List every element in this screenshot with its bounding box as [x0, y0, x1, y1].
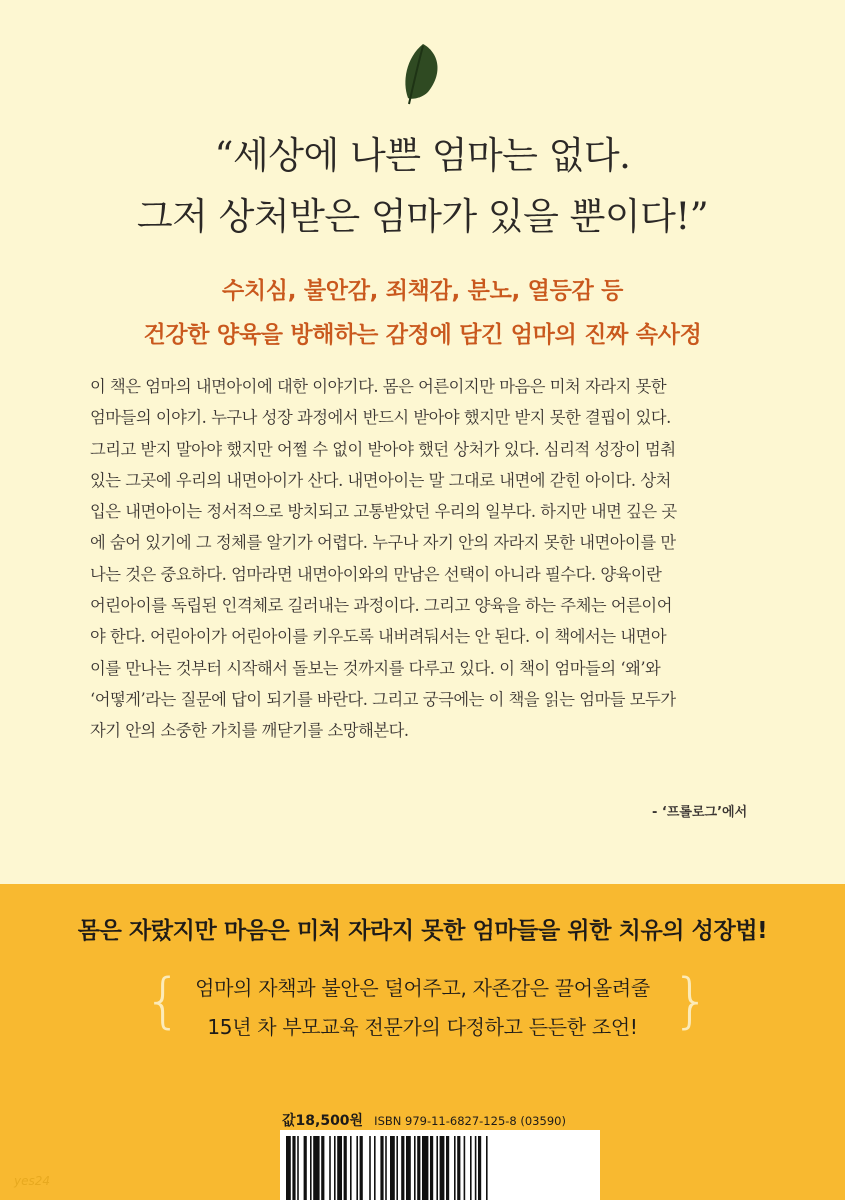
barcode-bar — [436, 1136, 438, 1200]
barcode-bar — [454, 1136, 456, 1200]
barcode-bar — [385, 1136, 387, 1200]
barcode-bar — [304, 1136, 307, 1200]
body-line: 이 책은 엄마의 내면아이에 대한 이야기다. 몸은 어른이지만 마음은 미처 자라지 못한 — [90, 377, 667, 396]
barcode-bar — [360, 1136, 363, 1200]
barcode-bar — [446, 1136, 449, 1200]
subtitle-line-2: 건강한 양육을 방해하는 감정에 담긴 엄마의 진짜 속사정 — [143, 322, 702, 348]
barcode-bar — [396, 1136, 398, 1200]
attribution: - ‘프롤로그’에서 — [652, 805, 748, 820]
watermark: yes24 — [14, 1174, 51, 1188]
body-line: 있는 그곳에 우리의 내면아이가 산다. 내면아이는 말 그대로 내면에 갇힌 아이다. 상처 — [90, 470, 671, 490]
subtitle-line-1: 수치심, 불안감, 죄책감, 분노, 열등감 등 — [221, 278, 624, 304]
barcode-bar — [430, 1136, 433, 1200]
barcode-bar — [470, 1136, 472, 1200]
barcode-bar — [337, 1136, 342, 1200]
barcode-bar — [313, 1136, 319, 1200]
body-line: 야 한다. 어린아이가 어린아이를 키우도록 내버려둬서는 안 된다. 이 책에서는 내면아 — [90, 627, 667, 647]
barcode-bar — [390, 1136, 395, 1200]
barcode-bar — [486, 1136, 488, 1200]
barcode-bar — [350, 1136, 352, 1200]
isbn: ISBN 979-11-6827-125-8 (03590) — [374, 1114, 566, 1128]
right-brace: } — [672, 966, 711, 1036]
quote-line-1: “세상에 나쁜 엄마는 없다. — [214, 134, 631, 177]
barcode-bar — [292, 1136, 295, 1200]
barcode — [286, 1136, 594, 1200]
quote-line-2: 그저 상처받은 엄마가 있을 뿐이다!” — [136, 195, 709, 238]
barcode-bar — [475, 1136, 477, 1200]
barcode-bar — [286, 1136, 291, 1200]
barcode-bar — [310, 1136, 312, 1200]
body-line: ‘어떻게’라는 질문에 답이 되기를 바란다. 그리고 궁극에는 이 책을 읽는 엄마들 모두가 — [90, 689, 676, 709]
body-line: 어린아이를 독립된 인격체로 길러내는 과정이다. 그리고 양육을 하는 주체는 어른이어 — [90, 596, 672, 616]
barcode-bar — [417, 1136, 420, 1200]
tagline-line-1: 엄마의 자책과 불안은 덜어주고, 자존감은 끌어올려줄 — [195, 976, 650, 1000]
barcode-bar — [401, 1136, 404, 1200]
body-line: 나는 것은 중요하다. 엄마라면 내면아이와의 만남은 선택이 아니라 필수다. 양육이란 — [90, 564, 662, 584]
barcode-bar — [464, 1136, 466, 1200]
barcode-bar — [334, 1136, 336, 1200]
barcode-bar — [478, 1136, 481, 1200]
prologue-excerpt — [90, 371, 755, 747]
barcode-bar — [414, 1136, 416, 1200]
leaf-icon — [398, 42, 448, 106]
body-line: 자기 안의 소중한 가치를 깨닫기를 소망해본다. — [90, 721, 409, 741]
barcode-panel — [280, 1130, 600, 1200]
body-line: 이를 만나는 것부터 시작해서 돌보는 것까지를 다루고 있다. 이 책이 엄마들의 ‘왜’와 — [90, 658, 661, 678]
tagline-main: 몸은 자랐지만 마음은 미처 자라지 못한 엄마들을 위한 치유의 성장법! — [77, 918, 768, 944]
price: 값18,500원 — [282, 1113, 364, 1129]
barcode-bar — [329, 1136, 331, 1200]
barcode-bar — [440, 1136, 445, 1200]
body-line: 엄마들의 이야기. 누구나 성장 과정에서 반드시 받아야 했지만 받지 못한 결핍이 있다. — [90, 408, 671, 428]
barcode-bar — [457, 1136, 460, 1200]
barcode-bar — [380, 1136, 383, 1200]
tagline-line-2: 15년 차 부모교육 전문가의 다정하고 든든한 조언! — [207, 1015, 638, 1039]
barcode-bar — [321, 1136, 324, 1200]
left-brace: { — [144, 966, 183, 1036]
barcode-bar — [374, 1136, 376, 1200]
body-line: 입은 내면아이는 정서적으로 방치되고 고통받았던 우리의 일부다. 하지만 내면 깊은 곳 — [90, 502, 677, 522]
body-line: 에 숨어 있기에 그 정체를 알기가 어렵다. 누구나 자기 안의 자라지 못한 내면아이를 만 — [90, 533, 676, 553]
barcode-bar — [297, 1136, 299, 1200]
barcode-bar — [369, 1136, 371, 1200]
price-row — [282, 1110, 566, 1130]
barcode-bar — [356, 1136, 358, 1200]
barcode-bar — [406, 1136, 411, 1200]
barcode-bar — [422, 1136, 428, 1200]
body-line: 그리고 받지 말아야 했지만 어쩔 수 없이 받아야 했던 상처가 있다. 심리적 성장이 멈춰 — [90, 439, 676, 459]
barcode-bar — [344, 1136, 347, 1200]
